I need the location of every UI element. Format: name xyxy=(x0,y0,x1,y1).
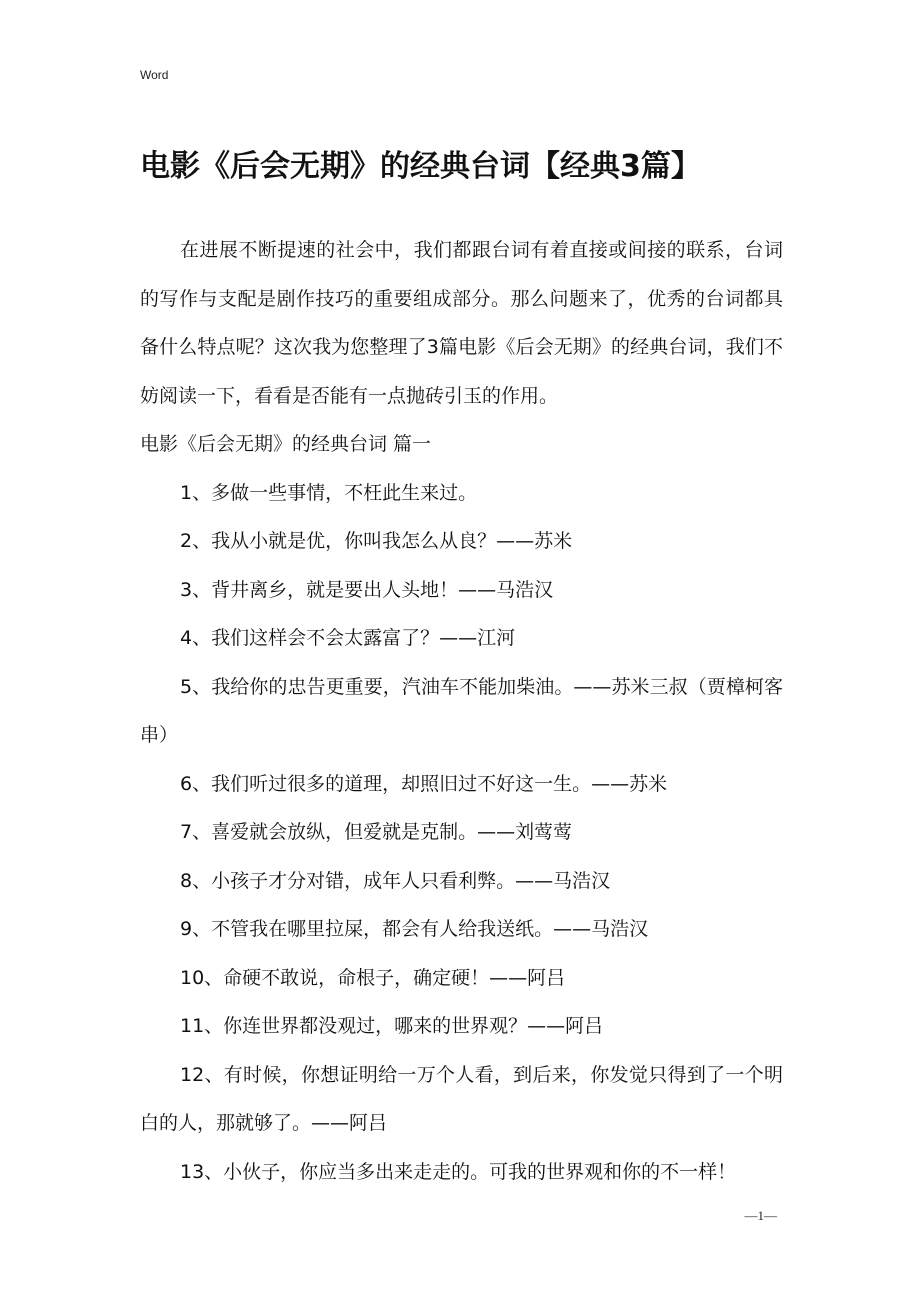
quote-item: 11、你连世界都没观过，哪来的世界观？——阿吕 xyxy=(180,1015,604,1037)
quote-item: 9、不管我在哪里拉屎，都会有人给我送纸。——马浩汉 xyxy=(180,918,649,940)
header-label: Word xyxy=(140,68,169,82)
quote-item: 10、命硬不敢说，命根子，确定硬！——阿吕 xyxy=(180,966,566,989)
quote-item: 5、我给你的忠告更重要，汽油车不能加柴油。——苏米三叔（贾樟柯客串） xyxy=(140,675,783,746)
quote-item: 2、我从小就是优，你叫我怎么从良？——苏米 xyxy=(180,530,573,552)
quote-item: 6、我们听过很多的道理，却照旧过不好这一生。——苏米 xyxy=(180,772,668,795)
intro-paragraph: 在进展不断提速的社会中，我们都跟台词有着直接或间接的联系，台词的写作与支配是剧作技巧的重要组成部分。那么问题来了，优秀的台词都具备什么特点呢？这次我为您整理了3篇电影《后会无期》的经典台词，我们不妨阅读一下，看看是否能有一点抛砖引玉的作用。 xyxy=(140,239,783,407)
document-body xyxy=(140,226,783,1196)
quote-item: 12、有时候，你想证明给一万个人看，到后来，你发觉只得到了一个明白的人，那就够了。——阿吕 xyxy=(140,1063,783,1134)
quote-item: 13、小伙子，你应当多出来走走的。可我的世界观和你的不一样！ xyxy=(180,1160,737,1183)
page-number: —1— xyxy=(744,1208,777,1223)
section-heading: 电影《后会无期》的经典台词 篇一 xyxy=(140,433,432,455)
quote-item: 4、我们这样会不会太露富了？——江河 xyxy=(180,627,516,649)
quote-item: 1、多做一些事情，不枉此生来过。 xyxy=(180,481,478,504)
quote-item: 3、背井离乡，就是要出人头地！——马浩汉 xyxy=(180,578,554,601)
document-title: 电影《后会无期》的经典台词【经典3篇】 xyxy=(140,149,701,184)
quote-item: 8、小孩子才分对错，成年人只看利弊。——马浩汉 xyxy=(180,869,611,892)
quote-item: 7、喜爱就会放纵，但爱就是克制。——刘莺莺 xyxy=(180,821,573,843)
